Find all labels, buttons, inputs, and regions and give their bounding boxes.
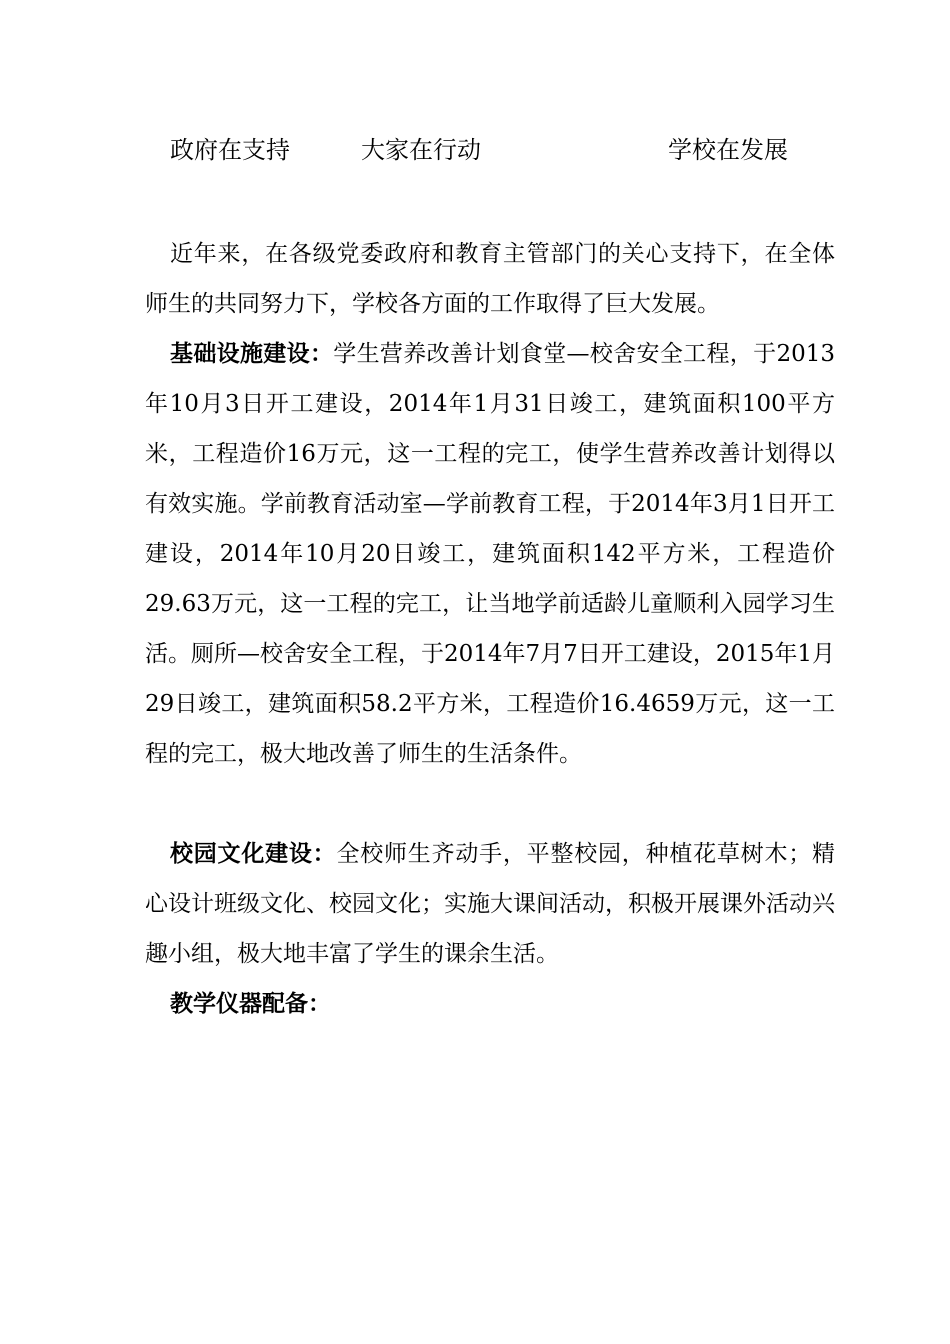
culture-paragraph [145, 829, 835, 979]
equipment-heading: 教学仪器配备： [170, 991, 331, 1017]
infrastructure-heading: 基础设施建设： [170, 341, 334, 367]
infrastructure-paragraph [145, 329, 835, 779]
culture-text: 全校师生齐动手，平整校园，种植花草树木；精心设计班级文化、校园文化；实施大课间活动，积极开展课外活动兴趣小组，极大地丰富了学生的课余生活。 [145, 841, 836, 967]
infrastructure-text: 学生营养改善计划食堂—校舍安全工程，于2013年10月3日开工建设，2014年1月31日竣工，建筑面积100平方米，工程造价16万元，这一工程的完工，使学生营养改善计划得以有效实施。学前教育活动室—学前教育工程，于2014年3月1日开工建设，2014年10月20日竣工，建筑面积142平方米，工程造价29.63万元，这一工程的完工，让当地学前适龄儿童顺利入园学习生活。厕所—校舍安全工程，于2014年7月7日开工建设，2015年1月29日竣工，建筑面积58.2平方米，工程造价16.4659万元，这一工程的完工，极大地改善了师生的生活条件。 [145, 341, 835, 767]
equipment-paragraph [145, 979, 835, 1029]
culture-heading: 校园文化建设： [170, 841, 337, 867]
paragraph-spacer [145, 779, 835, 829]
title-part-school: 学校在发展 [668, 136, 788, 164]
title-part-government: 政府在支持 [170, 136, 290, 164]
document-body [145, 229, 835, 1029]
intro-paragraph: 近年来，在各级党委政府和教育主管部门的关心支持下，在全体师生的共同努力下，学校各方面的工作取得了巨大发展。 [145, 241, 835, 317]
title-part-everyone: 大家在行动 [361, 136, 481, 164]
document-title [0, 133, 950, 167]
